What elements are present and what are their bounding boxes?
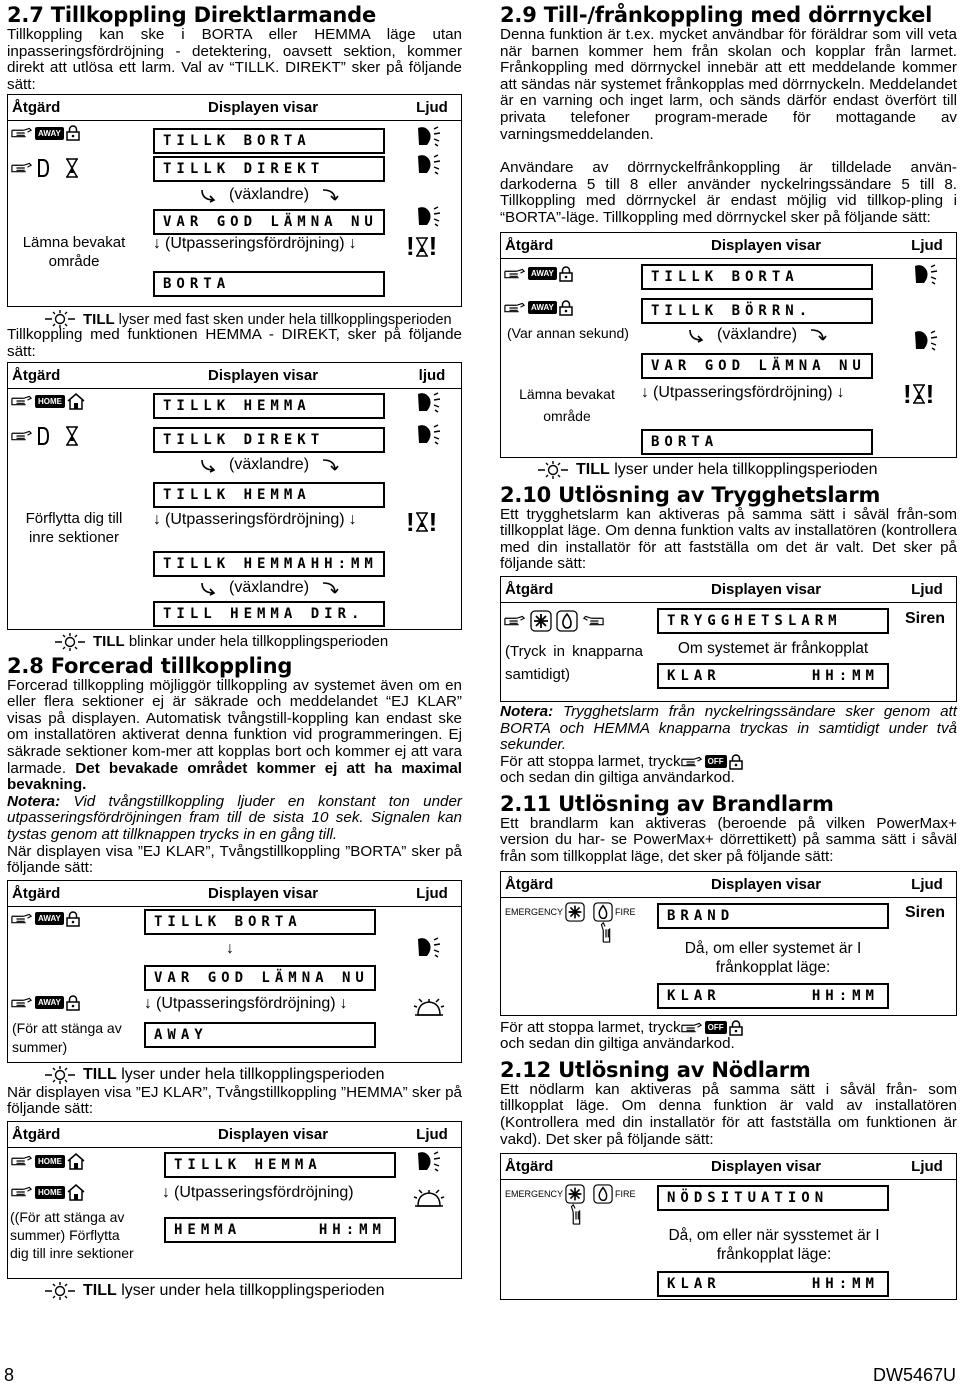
home-key-label: HOME — [35, 1155, 65, 1168]
col-header-action: Åtgärd — [12, 1125, 61, 1143]
toggle-note: (växlandre) — [153, 184, 385, 206]
lcd-tillk-hemma-time: TILLK HEMMAHH:MM — [153, 551, 385, 577]
action-leave-area: Lämna bevakat område — [519, 385, 615, 424]
paragraph-2-10-note: Notera: Trygghetslarm från nyckelringssändare sker genom att BORTA och HEMMA knapparna tryckas in samtidigt under två sekunder. — [500, 702, 957, 754]
state-disarmed: Då, om eller systemet är I frånkopplat läge: — [684, 939, 862, 976]
lcd-tillk-borta: TILLK BORTA — [144, 909, 376, 935]
hourglass-icon — [415, 512, 429, 532]
toggle-left-arrow-icon — [199, 457, 219, 473]
exit-delay-note: ↓ (Utpasseringsfördröjning) ↓ — [153, 510, 357, 528]
action-silence-buzzer: (För att stänga av summer) — [12, 1019, 122, 1055]
col-header-action: Åtgärd — [12, 366, 61, 384]
off-key[interactable] — [681, 1020, 743, 1036]
instant-d-icon — [37, 427, 49, 445]
table-direct-away — [7, 94, 462, 307]
away-key[interactable] — [11, 911, 80, 927]
home-key-2[interactable] — [11, 1184, 85, 1201]
led-note-2-7b: TILL blinkar under hela tillkopplingsperioden — [7, 631, 462, 653]
lcd-tillk-borta: TILLK BORTA — [641, 264, 873, 290]
table-fire — [500, 871, 957, 1016]
emergency-label: EMERGENCY — [505, 1189, 564, 1200]
action-leave-area: Lämna bevakat område — [22, 234, 126, 271]
house-icon — [67, 1153, 85, 1170]
col-header-sound: Ljud — [911, 236, 943, 254]
arrow-down-icon: ↓ — [339, 994, 348, 1012]
hourglass-icon — [415, 237, 429, 257]
speaker-icon — [416, 205, 444, 227]
panic-keys[interactable] — [504, 610, 604, 632]
paragraph-2-7-intro: Tillkoppling kan ske i BORTA eller HEMMA läge utan inpasseringsfördröjning - detektering, oavsett sektion, kommer direkt att utlösa ett larm. Val av “TILLK. DIREKT” sker på följande sätt: — [7, 26, 462, 93]
hand-icon — [569, 1203, 583, 1225]
col-header-display: Displayen visar — [711, 875, 822, 893]
paragraph-2-10-p1: Ett trygghetslarm kan aktiveras på samma sätt i såväl från-som tillkopplat läge. Om denna funktion valts av installatören (kontrollera med din installatör för att fastställa om det är valt. Det sker på följande sätt: — [500, 505, 957, 573]
lcd-hemma-time: HEMMA HH:MM — [164, 1217, 396, 1243]
away-key-label: AWAY — [35, 912, 64, 925]
left-column — [7, 0, 462, 1302]
col-header-display: Displayen visar — [218, 1125, 329, 1143]
arrow-down-icon: ↓ — [836, 383, 845, 401]
toggle-left-arrow-icon — [199, 187, 219, 203]
instant-key[interactable] — [11, 158, 79, 178]
led-on-icon — [41, 1065, 79, 1085]
section-heading-2-9: 2.9 Till-/frånkoppling med dörrnyckel — [500, 3, 933, 27]
action-silence-move: ((För att stänga av summer) Förflytta dig till inre sektioner — [10, 1208, 134, 1261]
section-heading-2-8: 2.8 Forcerad tillkoppling — [7, 653, 293, 678]
col-header-sound: Ljud — [416, 884, 448, 902]
toggle-left-arrow-icon — [199, 580, 219, 596]
hand-icon — [11, 161, 33, 175]
led-note-2-7a: TILL lyser med fast sken under hela tillkopplingsperioden — [7, 308, 462, 330]
speaker-icon — [416, 125, 444, 147]
hand-icon — [504, 614, 526, 628]
speaker-icon — [416, 1150, 444, 1172]
lcd-klar-time: KLAR HH:MM — [657, 983, 889, 1009]
toggle-note: (växlandre) — [641, 324, 873, 346]
col-header-sound: Ljud — [911, 580, 943, 598]
exit-delay-note: ↓ (Utpasseringsfördröjning) — [162, 1183, 354, 1201]
action-move-inner: Förflytta dig till inre sektioner — [25, 509, 123, 546]
lock-icon — [559, 266, 573, 282]
lock-icon — [66, 911, 80, 927]
hand-icon — [11, 1154, 33, 1168]
emergency-key-icon[interactable] — [530, 610, 552, 632]
page-number: 8 — [4, 1365, 15, 1385]
hand-icon — [599, 921, 613, 943]
led-note-2-9: TILL lyser under hela tillkopplingsperioden — [500, 459, 957, 481]
col-header-action: Åtgärd — [505, 236, 554, 254]
col-header-action: Åtgärd — [12, 99, 61, 117]
paragraph-2-8-p2: När displayen visa ”EJ KLAR”, Tvångstillkoppling ”BORTA” sker på följande sätt: — [7, 842, 462, 877]
arrow-down-icon: ↓ — [226, 939, 234, 957]
led-note-2-8a: TILL lyser under hela tillkopplingsperioden — [7, 1064, 462, 1086]
col-header-display: Displayen visar — [208, 884, 319, 902]
away-key-label: AWAY — [35, 127, 64, 140]
paragraph-2-11-stop: För att stoppa larmet, tryck OFF och sedan din giltiga användarkod. — [500, 1020, 957, 1053]
section-heading-2-11: 2.11 Utlösning av Brandlarm — [500, 791, 834, 816]
away-key-2[interactable] — [504, 300, 573, 316]
section-heading-2-10: 2.10 Utlösning av Trygghetslarm — [500, 482, 881, 507]
col-header-action: Åtgärd — [505, 580, 554, 598]
table-direct-home — [7, 362, 462, 630]
paragraph-2-8-p1: Forcerad tillkoppling möjliggör tillkoppling av systemet även om en eller flera sektioner ej är säkrade och meddelandet “EJ KLAR” visas på displayen. Automatisk tvångstill-koppling kan endast ske om installatören aktiverat denna funktion vid programmeringen. Ej säkrade sektioner kom-mer att kopplas bort och kommer ej att vara larmade. Det bevakade området kommer ej att ha maximal bevakning. — [7, 676, 462, 794]
speaker-icon — [416, 391, 444, 413]
table-header — [501, 872, 956, 898]
away-key-label: AWAY — [528, 301, 557, 314]
lcd-borta: BORTA — [641, 429, 873, 455]
hand-icon — [681, 755, 703, 769]
paragraph-2-11-p1: Ett brandlarm kan aktiveras (beroende på vilken PowerMax+ version du har- se PowerMax+ dörrettikett) på samma sätt i såväl från som tillkopplat läge, det sker på följande sätt: — [500, 814, 957, 866]
house-icon — [67, 1184, 85, 1201]
toggle-right-arrow-icon — [319, 580, 339, 596]
paragraph-2-9-p2: Användare av dörrnyckelfrånkoppling är tilldelade använ-darkoderna 5 till 8 eller använder nyckelringssändare 5 till 8. Tillkoppling med dörrnyckel är endast möjlig vid tillkop-pling i “BORTA”-läge. Tillkoppling med dörrnyckel sker på följande sätt: — [500, 159, 957, 226]
paragraph-2-9-p1: Denna funktion är t.ex. mycket användbar för föräldrar som vill veta när barnen kommer hem från skolan och kopplar från larmet. Frånkoppling med dörrnyckel innebär att ett meddelande kommer att sändas när systemet frånkopplas med dörrnyckeln. Meddelandet är en varning och inget larm, och sänds därför endast överfört till privata telefoner program-merade för mottagande av varningsmeddelanden. — [500, 26, 957, 143]
exit-delay-note: ↓ (Utpasseringsfördröjning) ↓ — [641, 383, 845, 401]
bell-icon — [412, 993, 446, 1021]
document-code: DW5467U — [872, 1365, 956, 1385]
lcd-tillk-direkt: TILLK DIREKT — [153, 156, 385, 182]
toggle-left-arrow-icon — [687, 327, 707, 343]
right-column — [500, 0, 957, 1300]
exit-delay-note: ↓ (Utpasseringsfördröjning) ↓ — [144, 994, 348, 1012]
col-header-display: Displayen visar — [711, 236, 822, 254]
home-key[interactable] — [11, 1153, 85, 1170]
table-panic — [500, 576, 957, 702]
hand-icon — [11, 126, 33, 140]
table-forced-away — [7, 880, 462, 1063]
lcd-trygghetslarm: TRYGGHETSLARM — [657, 608, 889, 634]
state-disarmed: Då, om eller när sysstemet är I frånkopplat läge: — [668, 1227, 880, 1264]
fire-label: FIRE — [615, 906, 636, 917]
home-key[interactable] — [11, 393, 85, 410]
col-header-sound: ljud — [418, 366, 446, 384]
hand-icon — [11, 394, 33, 408]
speaker-icon — [416, 936, 444, 958]
paragraph-2-7-intro2: Tillkoppling med funktionen HEMMA - DIREKT, sker på följande sätt: — [7, 326, 462, 360]
lock-icon — [66, 125, 80, 141]
lcd-tillk-hemma-2: TILLK HEMMA — [153, 482, 385, 508]
hand-icon — [11, 1185, 33, 1199]
table-header — [8, 881, 461, 907]
hand-icon — [504, 301, 526, 315]
led-blink-icon — [51, 632, 89, 652]
warning-beeps-icon: ! ! — [406, 231, 438, 262]
bell-icon — [412, 1184, 446, 1212]
paragraph-2-12-p1: Ett nödlarm kan aktiveras på samma sätt i såväl från- som tillkopplat läge. Om denna funktion är vald av installatören (Kontrollera med din installatör för att fastställa om funktionen är vakd). Det sker på följande sätt: — [500, 1080, 957, 1148]
lcd-tillk-hemma: TILLK HEMMA — [164, 1152, 396, 1178]
house-icon — [67, 393, 85, 410]
lock-icon — [559, 300, 573, 316]
hourglass-icon — [65, 426, 79, 446]
section-heading-2-12: 2.12 Utlösning av Nödlarm — [500, 1057, 811, 1082]
lcd-tillk-hemma: TILLK HEMMA — [153, 393, 385, 419]
state-disarmed: Om systemet är frånkopplat — [677, 639, 869, 657]
speaker-icon — [913, 329, 941, 351]
table-header — [8, 95, 461, 121]
speaker-icon — [416, 423, 444, 445]
led-note-2-8b: TILL lyser under hela tillkopplingsperioden — [7, 1280, 462, 1302]
table-header — [501, 577, 956, 603]
away-key[interactable] — [504, 266, 573, 282]
fire-key-icon[interactable] — [593, 902, 613, 922]
off-key[interactable] — [681, 754, 743, 770]
speaker-icon — [913, 263, 941, 285]
lcd-away: AWAY — [144, 1022, 376, 1048]
fire-keys[interactable] — [505, 902, 636, 922]
toggle-right-arrow-icon — [319, 187, 339, 203]
fire-key-icon[interactable] — [593, 1184, 613, 1204]
home-key-label: HOME — [35, 395, 65, 408]
arrow-down-icon: ↓ — [348, 235, 357, 253]
lcd-klar-time: KLAR HH:MM — [657, 1271, 889, 1297]
siren-label: Siren — [905, 903, 946, 921]
table-latchkey — [500, 232, 957, 458]
col-header-action: Åtgärd — [505, 1158, 554, 1176]
instant-d-icon — [37, 159, 49, 177]
siren-label: Siren — [905, 609, 946, 627]
off-key-label: OFF — [705, 1021, 727, 1034]
warning-beeps-icon: ! ! — [406, 506, 438, 537]
lcd-tillk-borta: TILLK BORTA — [153, 128, 385, 154]
away-key[interactable] — [11, 125, 80, 141]
lcd-klar-time: KLAR HH:MM — [657, 663, 889, 689]
lcd-nodsituation: NÖDSITUATION — [657, 1185, 889, 1211]
col-header-display: Displayen visar — [208, 366, 319, 384]
hand-icon — [11, 996, 33, 1010]
toggle-note-2: (växlandre) — [153, 577, 385, 599]
lcd-tillk-direkt: TILLK DIREKT — [153, 427, 385, 453]
col-header-display: Displayen visar — [208, 99, 319, 117]
exit-delay-note: ↓ (Utpasseringsfördröjning) ↓ — [153, 235, 357, 253]
col-header-sound: Ljud — [911, 1158, 943, 1176]
paragraph-2-8-p3: När displayen visa ”EJ KLAR”, Tvångstillkoppling ”HEMMA” sker på följande sätt: — [7, 1083, 462, 1118]
table-header — [501, 233, 956, 259]
table-header — [8, 363, 461, 389]
section-heading-2-7: 2.7 Tillkoppling Direktlarmande — [7, 3, 377, 27]
col-header-action: Åtgärd — [12, 884, 61, 902]
emergency-label: EMERGENCY — [505, 906, 564, 917]
fire-label: FIRE — [615, 1189, 636, 1200]
lcd-till-hemma-dir: TILL HEMMA DIR. — [153, 601, 385, 627]
table-header — [501, 1154, 956, 1180]
toggle-note: (växlandre) — [153, 454, 385, 476]
unlock-icon — [729, 1020, 743, 1036]
hand-icon — [11, 429, 33, 443]
col-header-action: Åtgärd — [505, 875, 554, 893]
hand-icon — [582, 614, 604, 628]
emergency-key-icon[interactable] — [565, 902, 585, 922]
table-emergency — [500, 1153, 957, 1300]
col-header-display: Displayen visar — [711, 580, 822, 598]
lcd-var-god-lamna-nu: VAR GOD LÄMNA NU — [153, 209, 385, 235]
unlock-icon — [729, 754, 743, 770]
paragraph-2-10-stop: För att stoppa larmet, tryck OFF och sedan din giltiga användarkod. — [500, 754, 957, 787]
lcd-brand: BRAND — [657, 903, 889, 929]
speaker-icon — [416, 153, 444, 175]
away-key-2[interactable] — [11, 995, 80, 1011]
col-header-sound: Ljud — [416, 1125, 448, 1143]
action-press-together: (Tryck in knapparna samtidigt) — [505, 642, 643, 683]
fire-key-icon[interactable] — [556, 610, 578, 632]
col-header-sound: Ljud — [416, 99, 448, 117]
lcd-tillk-borrn: TILLK BÖRRN. — [641, 298, 873, 324]
arrow-down-icon: ↓ — [144, 994, 152, 1012]
hand-icon — [504, 267, 526, 281]
arrow-down-icon: ↓ — [153, 510, 161, 528]
led-on-icon — [41, 1281, 79, 1301]
paragraph-2-8-note: Notera: Vid tvångstillkoppling ljuder en konstant ton under utpasseringsfördröjningen fram till de sista 10 sek. Signalen kan tystas genom att tillknappen trycks in en gång till. — [7, 792, 462, 843]
table-header — [8, 1122, 461, 1148]
emergency-key-icon[interactable] — [565, 1184, 585, 1204]
away-key-label: AWAY — [528, 267, 557, 280]
instant-key[interactable] — [11, 426, 79, 446]
hourglass-icon — [65, 158, 79, 178]
lcd-var-god-lamna-nu: VAR GOD LÄMNA NU — [144, 965, 376, 991]
lcd-borta: BORTA — [153, 271, 385, 297]
col-header-sound: Ljud — [911, 875, 943, 893]
emergency-keys[interactable] — [505, 1184, 636, 1204]
action-every-other-second: (Var annan sekund) — [507, 324, 629, 341]
arrow-down-icon: ↓ — [641, 383, 649, 401]
hand-icon — [681, 1021, 703, 1035]
arrow-down-icon: ↓ — [162, 1183, 170, 1201]
warning-beeps-icon: ! ! — [903, 378, 935, 409]
off-key-label: OFF — [705, 755, 727, 768]
arrow-down-icon: ↓ — [348, 510, 357, 528]
col-header-display: Displayen visar — [711, 1158, 822, 1176]
lcd-var-god-lamna-nu: VAR GOD LÄMNA NU — [641, 353, 873, 379]
home-key-label: HOME — [35, 1186, 65, 1199]
away-key-label: AWAY — [35, 996, 64, 1009]
lock-icon — [66, 995, 80, 1011]
hourglass-icon — [912, 384, 926, 404]
led-on-icon — [534, 460, 572, 480]
arrow-down-icon: ↓ — [153, 235, 161, 253]
table-forced-home — [7, 1121, 462, 1279]
toggle-right-arrow-icon — [807, 327, 827, 343]
hand-icon — [11, 912, 33, 926]
toggle-right-arrow-icon — [319, 457, 339, 473]
